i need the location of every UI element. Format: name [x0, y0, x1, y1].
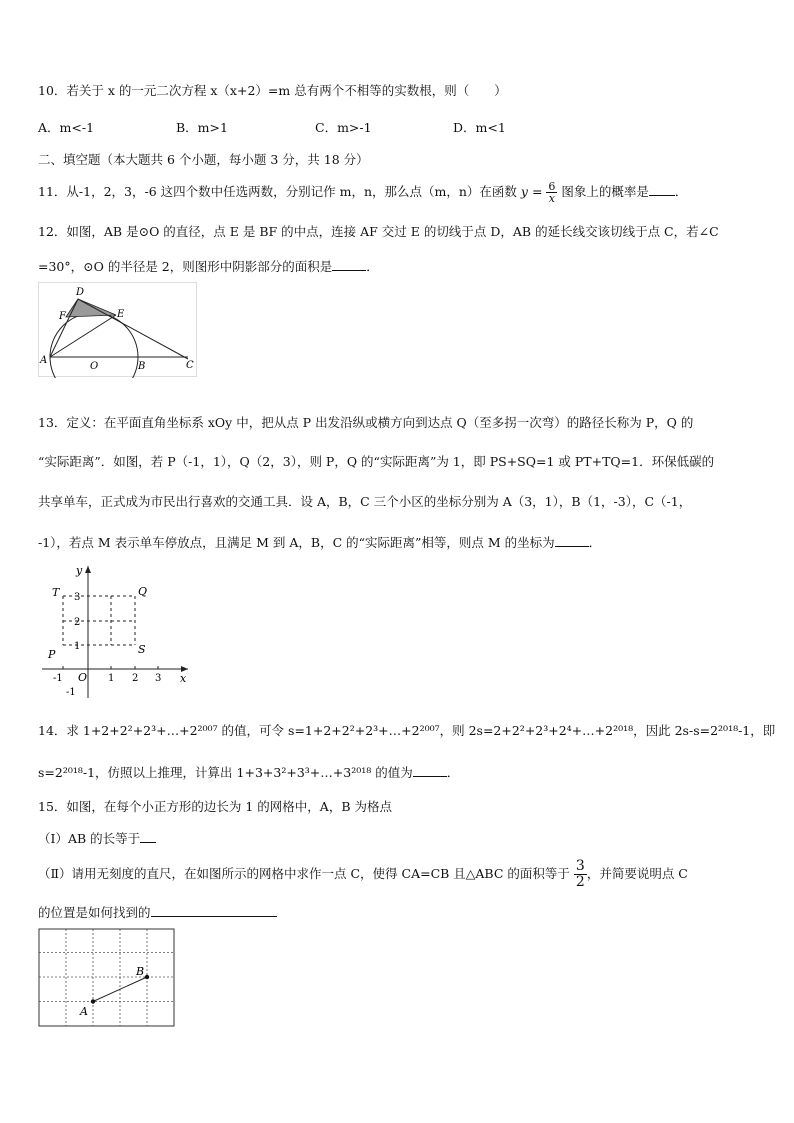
q13-tick-x3: 3 — [155, 673, 162, 684]
q12-line2: =30°，⊙O 的半径是 2，则图形中阴影部分的面积是 ． — [38, 259, 379, 274]
q11-func-prefix: y = — [520, 184, 543, 199]
q13-line4: -1），若点 M 表示单车停放点，且满足 M 到 A，B，C 的“实际距离”相等，则点 M 的坐标为 ． — [38, 535, 602, 550]
q15-frac-den: 2 — [575, 874, 585, 890]
q15-part2 — [38, 858, 764, 890]
q13-axis-x-label: x — [180, 672, 187, 685]
q14-answer-blank[interactable] — [413, 764, 447, 777]
q13-label-s: S — [138, 643, 146, 656]
q13-tick-y1: 1 — [74, 641, 81, 652]
q12-line1: 12．如图，AB 是⊙O 的直径，点 E 是 BF 的中点，连接 AF 交过 E 的切线于点 D，AB 的延长线交该切线于点 C，若∠C — [38, 224, 719, 239]
q11-answer-blank[interactable] — [649, 183, 675, 196]
q15-stem: 15．如图，在每个小正方形的边长为 1 的网格中，A，B 为格点 — [38, 799, 392, 814]
q13-label-p: P — [48, 648, 56, 661]
q15-part2-text-c: 的位置是如何找到的 — [38, 905, 151, 920]
q10-option-b: B．m>1 — [176, 120, 228, 135]
q11-text-a: 11．从-1，2，3，-6 这四个数中任选两数，分别记作 m，n，那么点（m，n）在函数 — [38, 184, 517, 199]
q13-answer-blank[interactable] — [555, 534, 589, 547]
q12-label-o: O — [90, 361, 99, 372]
q12-label-e: E — [117, 309, 125, 320]
q15-part2-text-a: （Ⅱ）请用无刻度的直尺，在如图所示的网格中求作一点 C，使得 CA=CB 且△ABC 的面积等于 — [38, 866, 570, 881]
q15-part1 — [38, 830, 764, 848]
q13-origin-label: O — [78, 671, 88, 684]
q13-line2: “实际距离”．如图，若 P（-1，1），Q（2，3），则 P，Q 的“实际距离”为 1，即 PS+SQ=1 或 PT+TQ=1．环保低碳的 — [38, 454, 715, 469]
q10-option-c: C．m>-1 — [315, 120, 372, 135]
q12-label-b: B — [138, 361, 146, 372]
q15-grid-figure — [38, 928, 178, 1030]
q15-frac-num: 3 — [575, 858, 585, 874]
q15-part1-text: （Ⅰ）AB 的长等于 — [38, 831, 141, 846]
q11-frac-den: x — [548, 192, 556, 205]
q12-line2-text: =30°，⊙O 的半径是 2，则图形中阴影部分的面积是 — [38, 259, 333, 274]
q13-axis-y-label: y — [76, 564, 83, 577]
q13-label-q: Q — [138, 585, 148, 598]
q14-line2: s=2²⁰¹⁸-1，仿照以上推理，计算出 1+3+3²+3³+…+3²⁰¹⁸ 的值为 ． — [38, 765, 460, 780]
q13-label-t: T — [52, 586, 60, 599]
q11-frac-num: 6 — [548, 180, 556, 193]
q10-option-d: D．m<1 — [453, 120, 506, 135]
q13-tick-x1: 1 — [108, 673, 115, 684]
q15-fraction — [574, 859, 587, 890]
q13-line3: 共享单车，正式成为市民出行喜欢的交通工具．设 A，B，C 三个小区的坐标分别为 A（3，1），B（1，-3），C（-1， — [38, 494, 692, 509]
q11-stem: 11．从-1，2，3，-6 这四个数中任选两数，分别记作 m，n，那么点（m，n）在函数 y = $\frac{6}{x}$ 图象上的概率是 ． — [38, 180, 688, 205]
q13-figure — [38, 560, 196, 708]
q13-tick-yn1: -1 — [66, 687, 76, 698]
q13-line4-text: -1），若点 M 表示单车停放点，且满足 M 到 A，B，C 的“实际距离”相等，则点 M 的坐标为 — [38, 535, 555, 550]
q12-answer-blank[interactable] — [332, 258, 366, 271]
q10-option-a: A．m<-1 — [38, 120, 95, 135]
section-title: 二、填空题（本大题共 6 个小题，每小题 3 分，共 18 分） — [38, 152, 369, 167]
q12-figure — [38, 282, 198, 378]
q10-options — [38, 119, 764, 137]
q14-line1: 14．求 1+2+2²+2³+…+2²⁰⁰⁷ 的值，可令 s=1+2+2²+2³+…+2²⁰⁰⁷，则 2s=2+2²+2³+2⁴+…+2²⁰¹⁸，因此 2s-s=2²⁰¹⁸-1，即 — [38, 723, 776, 738]
q13-tick-xn1: -1 — [53, 673, 63, 684]
q12-label-c: C — [186, 360, 194, 371]
q12-label-a: A — [40, 355, 48, 366]
q15-label-b: B — [136, 965, 145, 978]
q15-part2-blank[interactable] — [151, 904, 277, 917]
q11-text-b: 图象上的概率是 — [561, 184, 649, 199]
q15-label-a: A — [80, 1005, 88, 1018]
q10-stem: 10．若关于 x 的一元二次方程 x（x+2）=m 总有两个不相等的实数根，则（ ） — [38, 83, 507, 98]
q15-part2-text-b: ，并简要说明点 C — [586, 866, 688, 881]
q13-tick-x2: 2 — [132, 673, 139, 684]
q13-line1: 13．定义：在平面直角坐标系 xOy 中，把从点 P 出发沿纵或横方向到达点 Q（至多拐一次弯）的路径长称为 P，Q 的 — [38, 415, 694, 430]
q15-part2-cont — [38, 904, 764, 922]
q12-label-f: F — [59, 311, 66, 322]
q12-label-d: D — [76, 287, 85, 298]
q13-tick-y2: 2 — [74, 617, 81, 628]
q11-fraction — [546, 181, 557, 204]
q13-tick-y3: 3 — [74, 592, 81, 603]
q15-part1-blank[interactable] — [140, 830, 156, 843]
q14-line2-text: s=2²⁰¹⁸-1，仿照以上推理，计算出 1+3+3²+3³+…+3²⁰¹⁸ 的值为 — [38, 765, 413, 780]
